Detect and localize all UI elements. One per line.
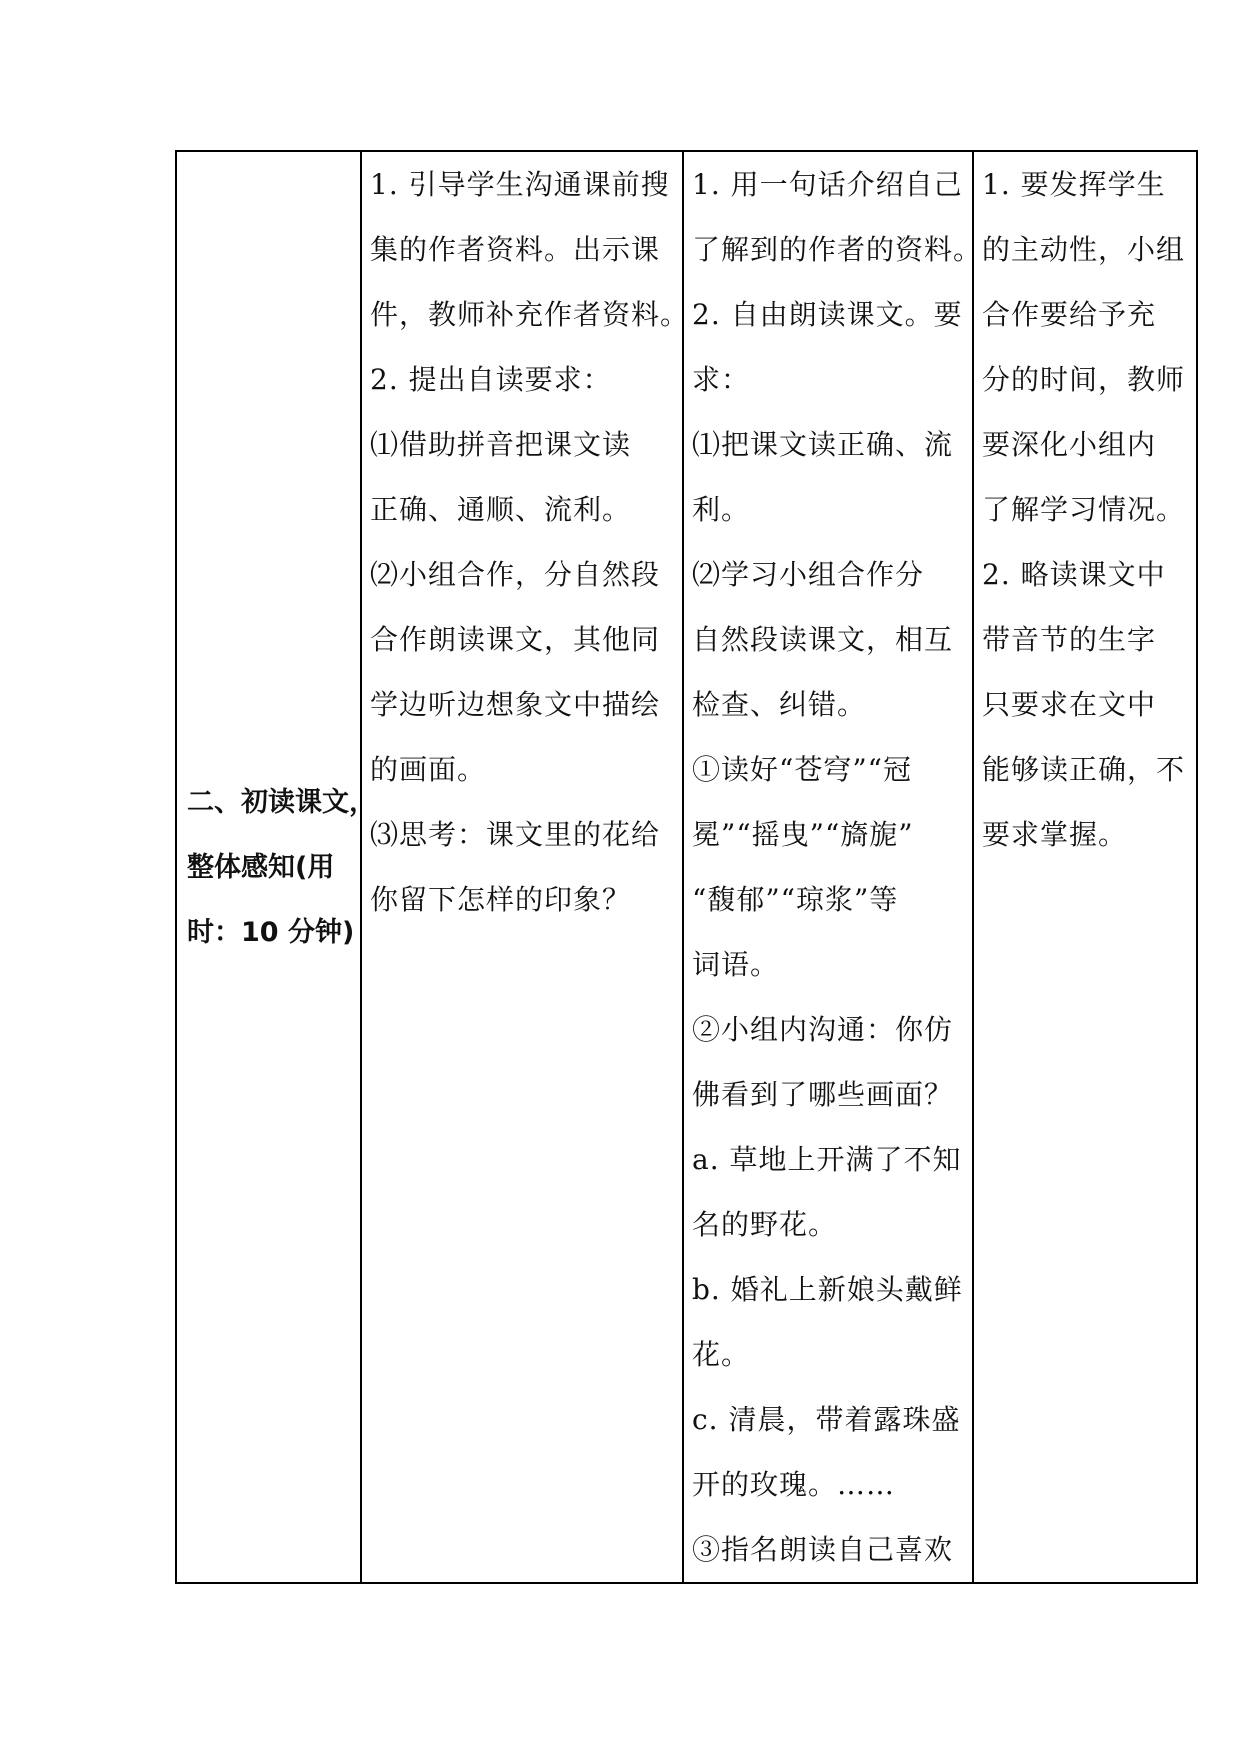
text-line: ⑵小组合作，分自然段 [370,558,661,591]
text-line: 时：10 分钟) [187,916,355,948]
stage-cell [176,151,376,1583]
text-line: “馥郁”“琼浆”等 [692,883,899,916]
text-line: 冕”“摇曳”“旖旎” [692,818,914,851]
text-line: ③指名朗读自己喜欢 [692,1533,954,1566]
text-line: 花。 [692,1338,751,1371]
student-activity-cell [683,151,983,1583]
text-line: 件，教师补充作者资料。 [370,298,690,331]
text-line: 合作朗读课文，其他同 [370,623,661,656]
stage-lines [177,770,376,965]
text-line: 只要求在文中 [982,688,1157,721]
table-row [176,151,1197,1583]
text-line: 2. 自由朗读课文。要 [692,298,963,331]
text-line: 1. 用一句话介绍自己 [692,168,963,201]
text-line: 你留下怎样的印象？ [370,883,632,916]
design-notes-cell [973,151,1197,1583]
text-line: 开的玫瑰。…… [692,1468,896,1501]
text-line: 了解到的作者的资料。 [692,233,983,266]
text-line: ⑴把课文读正确、流 [692,428,954,461]
text-line: 2. 略读课文中 [982,558,1166,591]
text-line: ①读好“苍穹”“冠 [692,753,912,786]
teacher-activity-cell [361,151,690,1583]
text-line: 二、初读课文， [187,786,376,818]
text-line: 1. 引导学生沟通课前搜 [370,168,670,201]
text-line: ⑶思考：课文里的花给 [370,818,661,851]
text-line: 的画面。 [370,753,487,786]
text-line: 利。 [692,493,751,526]
text-line: a. 草地上开满了不知 [692,1143,962,1176]
text-line: c. 清晨，带着露珠盛 [692,1403,961,1436]
text-line: 1. 要发挥学生 [982,168,1166,201]
text-line: 的主动性，小组 [982,233,1186,266]
lesson-plan-table [175,150,1198,1584]
teacher-activity-lines [362,152,690,932]
text-line: 佛看到了哪些画面？ [692,1078,954,1111]
text-line: 自然段读课文，相互 [692,623,954,656]
text-line: ⑴借助拼音把课文读 [370,428,632,461]
text-line: 名的野花。 [692,1208,838,1241]
text-line: 整体感知(用 [187,851,335,883]
text-line: 检查、纠错。 [692,688,867,721]
text-line: 能够读正确，不 [982,753,1186,786]
text-line: 带音节的生字 [982,623,1157,656]
design-notes-lines [974,152,1196,867]
text-line: 集的作者资料。出示课 [370,233,661,266]
text-line: 要求掌握。 [982,818,1128,851]
text-line: 词语。 [692,948,780,981]
text-line: 正确、通顺、流利。 [370,493,632,526]
text-line: 求： [692,363,751,396]
text-line: ②小组内沟通：你仿 [692,1013,954,1046]
text-line: 2. 提出自读要求： [370,363,612,396]
text-line: 要深化小组内 [982,428,1157,461]
text-line: b. 婚礼上新娘头戴鲜 [692,1273,963,1306]
student-activity-lines [684,152,983,1582]
text-line: 分的时间，教师 [982,363,1186,396]
text-line: 合作要给予充 [982,298,1157,331]
text-line: 学边听边想象文中描绘 [370,688,661,721]
text-line: ⑵学习小组合作分 [692,558,925,591]
text-line: 了解学习情况。 [982,493,1186,526]
